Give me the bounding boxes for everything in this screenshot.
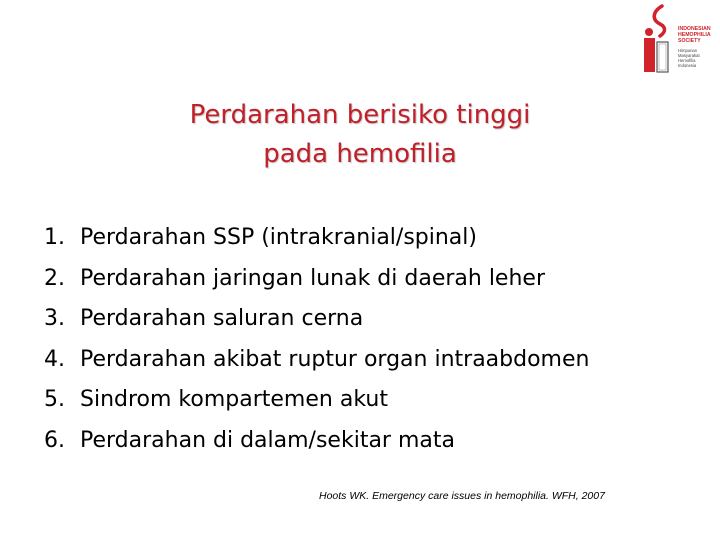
- list-item-number: 1.: [44, 225, 65, 250]
- list-item: [44, 386, 589, 427]
- list-item-number: 5.: [44, 387, 65, 412]
- list-item-number: 4.: [44, 346, 65, 372]
- list-item-text: Sindrom kompartemen akut: [80, 387, 388, 412]
- logo-subtitle: Himpunan Masyarakat Hemofilia Indonesia: [678, 48, 700, 68]
- slide-title-line-2: pada hemofilia: [263, 139, 457, 169]
- list-item: [44, 224, 589, 265]
- hemophilia-society-logo-icon: [638, 4, 678, 78]
- list-item-number: 2.: [44, 265, 65, 291]
- list-item-number: 3.: [44, 306, 65, 331]
- citation: Hoots WK. Emergency care issues in hemophilia. WFH, 2007: [319, 490, 605, 502]
- list-item-text: Perdarahan SSP (intrakranial/spinal): [80, 225, 477, 250]
- logo: [638, 4, 718, 78]
- list-item-text: Perdarahan jaringan lunak di daerah leher: [80, 265, 545, 291]
- list-item-text: Perdarahan di dalam/sekitar mata: [80, 427, 455, 453]
- list-item: [44, 346, 589, 387]
- logo-name: INDONESIAN HEMOPHILIA SOCIETY: [678, 26, 711, 44]
- list-item: [44, 427, 589, 468]
- slide-title-line-1: Perdarahan berisiko tinggi: [189, 100, 531, 130]
- list-item-text: Perdarahan saluran cerna: [80, 306, 364, 331]
- list-item-text: Perdarahan akibat ruptur organ intraabdomen: [80, 346, 590, 372]
- list-item-number: 6.: [44, 427, 65, 453]
- list-item: [44, 265, 589, 306]
- bleeding-risk-list: [44, 224, 589, 467]
- list-item: [44, 305, 589, 346]
- slide-title: [60, 96, 660, 174]
